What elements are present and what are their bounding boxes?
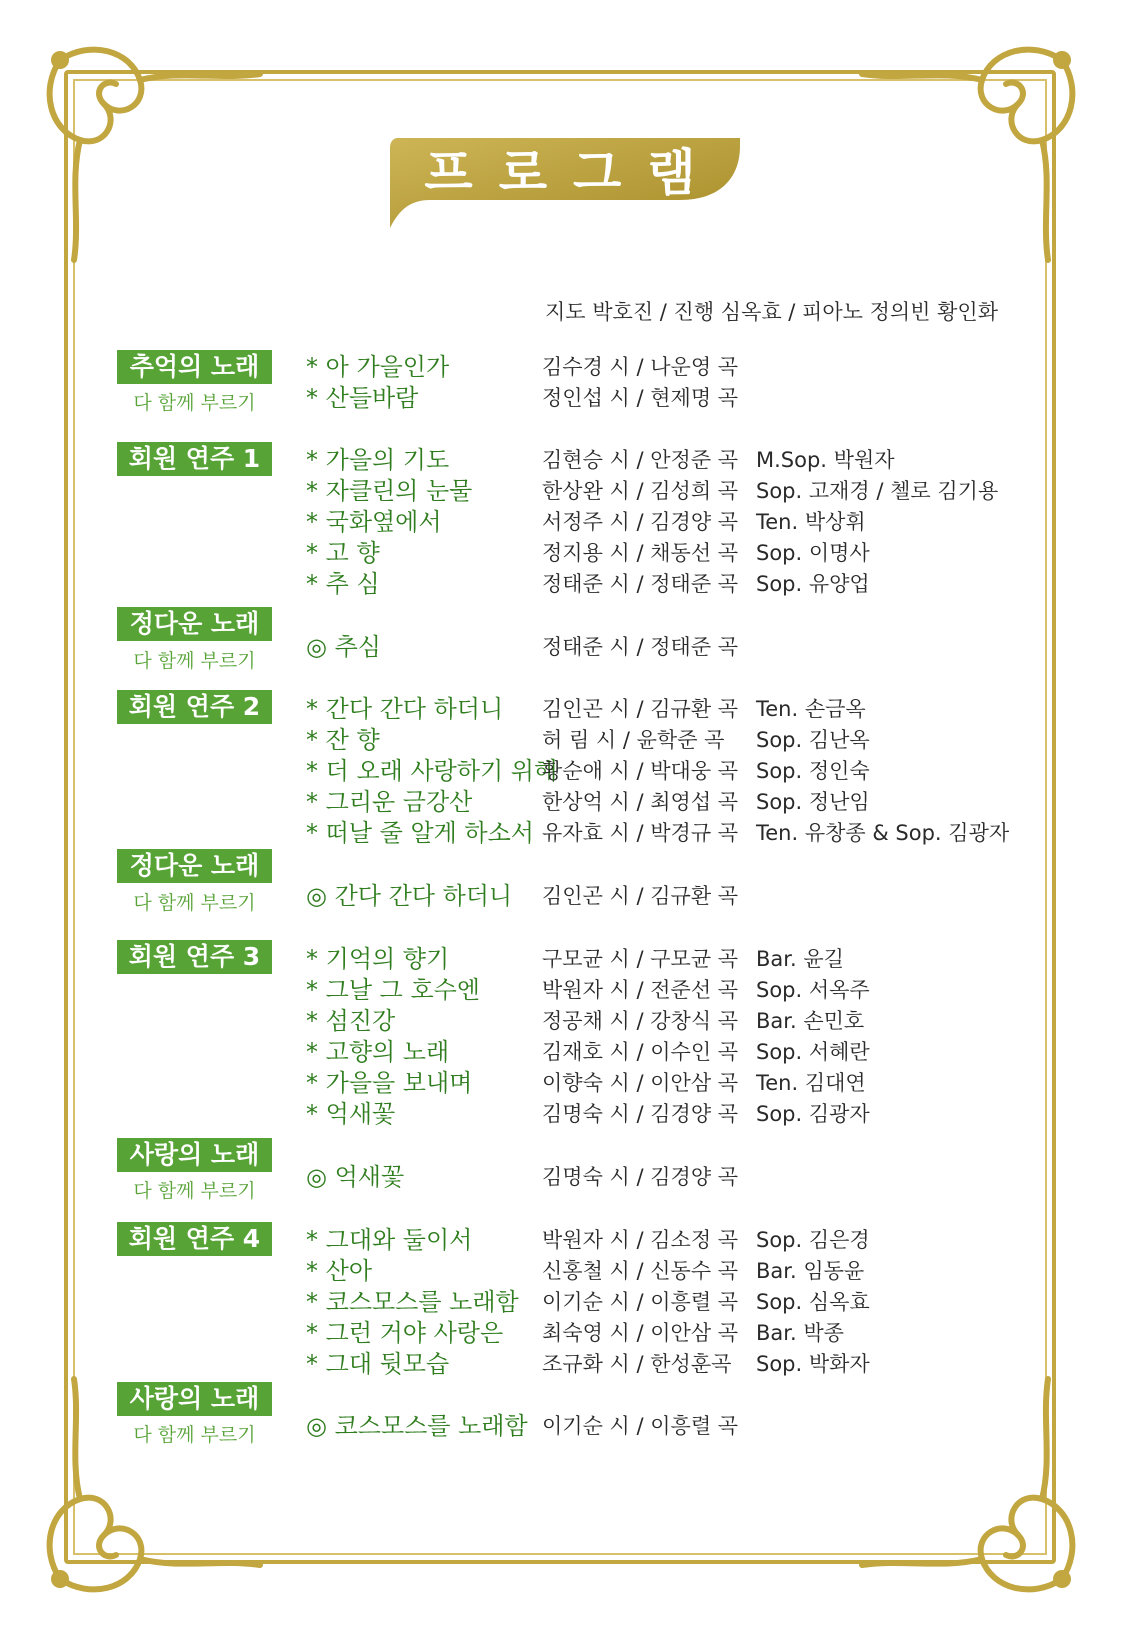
song-title: * 그리운 금강산 [306, 788, 473, 816]
song-performer: Bar. 임동윤 [756, 1259, 865, 1283]
section-sublabel: 다 함께 부르기 [133, 650, 256, 672]
song-title: * 더 오래 사랑하기 위해 [306, 757, 558, 785]
section-sublabel: 다 함께 부르기 [133, 392, 256, 414]
song-credit: 김수경 시 / 나운영 곡 [542, 355, 739, 379]
section-label: 회원 연주 2 [117, 690, 272, 724]
song-title: * 떠날 줄 알게 하소서 [306, 819, 534, 847]
song-credit: 박원자 시 / 전준선 곡 [542, 978, 739, 1002]
song-credit: 박원자 시 / 김소정 곡 [542, 1228, 739, 1252]
song-title: * 산아 [306, 1257, 372, 1285]
song-credit: 이기순 시 / 이흥렬 곡 [542, 1290, 739, 1314]
song-performer: Ten. 박상휘 [756, 510, 866, 534]
page-title: 프로그램 [424, 144, 722, 202]
program-item [0, 1067, 1122, 1099]
song-performer: Sop. 이명사 [756, 541, 870, 565]
song-performer: Sop. 김광자 [756, 1102, 870, 1126]
program-item [0, 880, 1122, 912]
song-credit: 정태준 시 / 정태준 곡 [542, 572, 739, 596]
song-title: * 그런 거야 사랑은 [306, 1319, 504, 1347]
song-credit: 정지용 시 / 채동선 곡 [542, 541, 739, 565]
section-label: 사랑의 노래 [117, 1382, 272, 1416]
song-title: ◎ 억새꽃 [306, 1163, 405, 1191]
song-credit: 유자효 시 / 박경규 곡 [542, 821, 739, 845]
song-credit: 황순애 시 / 박대웅 곡 [542, 759, 739, 783]
section-sublabel: 다 함께 부르기 [133, 1180, 256, 1202]
song-credit: 한상억 시 / 최영섭 곡 [542, 790, 739, 814]
section-sublabel: 다 함께 부르기 [133, 1424, 256, 1446]
song-credit: 구모균 시 / 구모균 곡 [542, 947, 739, 971]
song-credit: 김인곤 시 / 김규환 곡 [542, 697, 739, 721]
song-title: * 잔 향 [306, 726, 380, 754]
program-item [0, 1255, 1122, 1287]
song-performer: M.Sop. 박원자 [756, 448, 895, 472]
song-credit: 정태준 시 / 정태준 곡 [542, 635, 739, 659]
program-item [0, 537, 1122, 569]
song-title: * 섬진강 [306, 1007, 396, 1035]
song-credit: 이기순 시 / 이흥렬 곡 [542, 1414, 739, 1438]
program-item [0, 693, 1122, 725]
section-label: 정다운 노래 [117, 607, 272, 641]
song-title: ◎ 코스모스를 노래함 [306, 1412, 528, 1440]
song-credit: 김인곤 시 / 김규환 곡 [542, 884, 739, 908]
song-title: * 그대 뒷모습 [306, 1350, 450, 1378]
song-performer: Ten. 손금옥 [756, 697, 866, 721]
song-credit: 김재호 시 / 이수인 곡 [542, 1040, 739, 1064]
section-label: 회원 연주 4 [117, 1222, 272, 1256]
song-performer: Sop. 심옥효 [756, 1290, 870, 1314]
song-performer: Bar. 박종 [756, 1321, 844, 1345]
song-performer: Sop. 김난옥 [756, 728, 870, 752]
program-item [0, 817, 1122, 849]
section-label: 추억의 노래 [117, 350, 272, 384]
song-performer: Sop. 서혜란 [756, 1040, 870, 1064]
program-item [0, 631, 1122, 663]
program-item [0, 1036, 1122, 1068]
song-title: * 국화옆에서 [306, 508, 442, 536]
song-performer: Ten. 김대연 [756, 1071, 866, 1095]
song-title: * 가을을 보내며 [306, 1069, 473, 1097]
song-title: * 추 심 [306, 570, 380, 598]
program-item [0, 1410, 1122, 1442]
song-credit: 정인섭 시 / 현제명 곡 [542, 386, 739, 410]
song-credit: 이향숙 시 / 이안삼 곡 [542, 1071, 739, 1095]
song-title: * 고향의 노래 [306, 1038, 450, 1066]
section-label: 회원 연주 1 [117, 442, 272, 476]
song-title: ◎ 간다 간다 하더니 [306, 882, 513, 910]
section-sublabel: 다 함께 부르기 [133, 892, 256, 914]
song-performer: Ten. 유창종 & Sop. 김광자 [756, 821, 1010, 845]
song-performer: Sop. 박화자 [756, 1352, 870, 1376]
song-credit: 신홍철 시 / 신동수 곡 [542, 1259, 739, 1283]
song-title: ◎ 추심 [306, 633, 381, 661]
song-title: * 그날 그 호수엔 [306, 976, 480, 1004]
program-item [0, 1224, 1122, 1256]
song-title: * 자클린의 눈물 [306, 477, 473, 505]
song-performer: Bar. 윤길 [756, 947, 844, 971]
section-label: 회원 연주 3 [117, 940, 272, 974]
program-item [0, 444, 1122, 476]
section-label: 정다운 노래 [117, 849, 272, 883]
song-title: * 코스모스를 노래함 [306, 1288, 519, 1316]
song-performer: Sop. 서옥주 [756, 978, 870, 1002]
song-performer: Sop. 정난임 [756, 790, 870, 814]
program-item [0, 1348, 1122, 1380]
song-performer: Sop. 유양업 [756, 572, 870, 596]
song-performer: Sop. 정인숙 [756, 759, 870, 783]
program-item [0, 1005, 1122, 1037]
song-title: * 억새꽃 [306, 1100, 396, 1128]
program-item [0, 382, 1122, 414]
program-item [0, 1098, 1122, 1130]
song-performer: Sop. 김은경 [756, 1228, 870, 1252]
song-performer: Bar. 손민호 [756, 1009, 865, 1033]
song-credit: 김명숙 시 / 김경양 곡 [542, 1165, 739, 1189]
song-title: * 간다 간다 하더니 [306, 695, 504, 723]
song-title: * 고 향 [306, 539, 380, 567]
program-item [0, 351, 1122, 383]
song-credit: 김현승 시 / 안정준 곡 [542, 448, 739, 472]
section-label: 사랑의 노래 [117, 1138, 272, 1172]
program-item [0, 974, 1122, 1006]
program-item [0, 786, 1122, 818]
program-item [0, 943, 1122, 975]
song-title: * 산들바람 [306, 384, 419, 412]
program-item [0, 1317, 1122, 1349]
song-title: * 아 가을인가 [306, 353, 450, 381]
program-item [0, 1161, 1122, 1193]
program-item [0, 1286, 1122, 1318]
song-credit: 조규화 시 / 한성훈곡 [542, 1352, 732, 1376]
song-credit: 김명숙 시 / 김경양 곡 [542, 1102, 739, 1126]
song-title: * 그대와 둘이서 [306, 1226, 473, 1254]
song-title: * 가을의 기도 [306, 446, 450, 474]
program-item [0, 755, 1122, 787]
program-item [0, 506, 1122, 538]
song-credit: 최숙영 시 / 이안삼 곡 [542, 1321, 739, 1345]
program-item [0, 568, 1122, 600]
staff-credits: 지도 박호진 / 진행 심옥효 / 피아노 정의빈 황인화 [545, 300, 998, 324]
song-performer: Sop. 고재경 / 첼로 김기용 [756, 479, 999, 503]
song-credit: 정공채 시 / 강창식 곡 [542, 1009, 739, 1033]
program-item [0, 475, 1122, 507]
program-item [0, 724, 1122, 756]
song-title: * 기억의 향기 [306, 945, 450, 973]
song-credit: 서정주 시 / 김경양 곡 [542, 510, 739, 534]
song-credit: 허 림 시 / 윤학준 곡 [542, 728, 725, 752]
song-credit: 한상완 시 / 김성희 곡 [542, 479, 739, 503]
